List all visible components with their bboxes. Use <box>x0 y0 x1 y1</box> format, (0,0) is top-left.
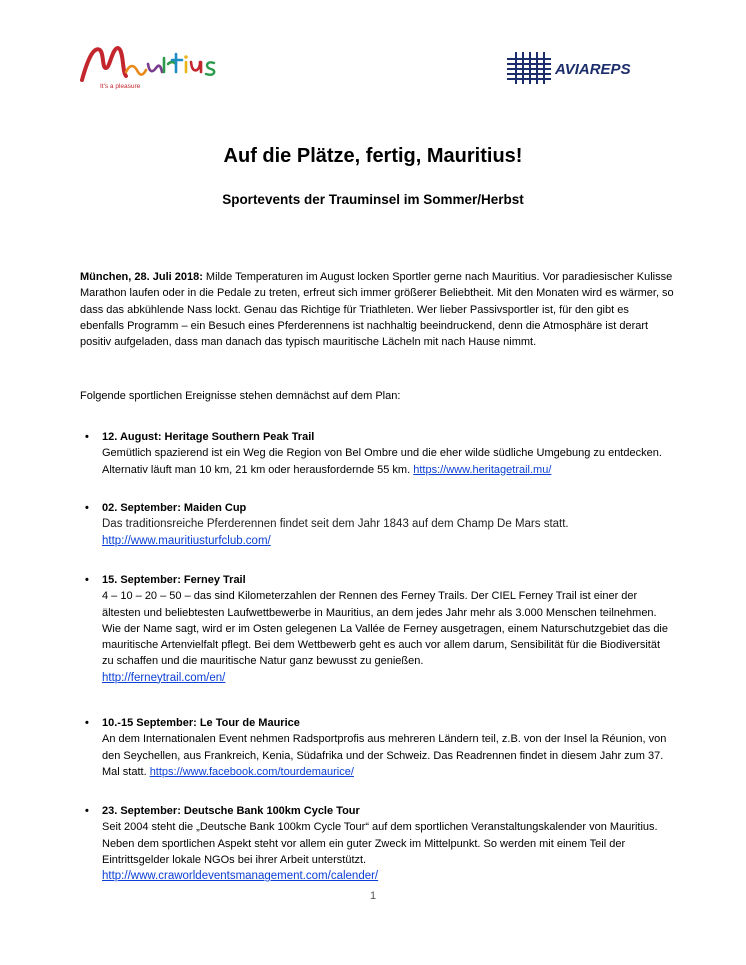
event-link[interactable]: http://www.mauritiusturfclub.com/ <box>102 534 271 547</box>
event-heading: 23. September: Deutsche Bank 100km Cycle Tour <box>102 805 360 817</box>
event-item <box>85 572 672 686</box>
bullet-icon: • <box>85 717 89 729</box>
aviareps-wordmark: AVIAREPS <box>555 61 631 78</box>
bullet-icon: • <box>85 574 89 586</box>
event-body: Das traditionsreiche Pferderennen findet seit dem Jahr 1843 auf dem Champ De Mars statt. <box>102 518 569 531</box>
mauritius-logo <box>78 38 218 94</box>
event-link[interactable]: http://ferneytrail.com/en/ <box>102 671 226 684</box>
event-heading: 15. September: Ferney Trail <box>102 574 246 586</box>
event-item <box>85 429 672 478</box>
event-link[interactable]: https://www.facebook.com/tourdemaurice/ <box>149 765 354 778</box>
event-body: 4 – 10 – 20 – 50 – das sind Kilometerzahlen der Rennen des Ferney Trails. Der CIEL Ferney Trail ist einer der ältesten und beliebtesten Laufwettbewerbe in Mauritius, an dem jedes Jahr mehr als 3.000 Menschen teilnehmen. Wie der Name sagt, wird er im Osten gelegenen La Vallée de Ferney ausgetragen, einem Naturschutzgebiet das die mauritische Artenvielfalt pflegt. Bei dem Wettbewerb geht es auch vor allem darum, Sensibilität für die Biodiversität zu schaffen und die mauritische Natur ganz bewusst zu genießen. <box>102 590 668 668</box>
event-body: Seit 2004 steht die „Deutsche Bank 100km Cycle Tour“ auf dem sportlichen Veranstaltungskalender von Mauritius. Neben dem sportlichen Aspekt steht vor allem ein guter Zweck im Mittelpunkt. So werden mit einem Teil der Eintrittsgelder lokale NGOs bei ihrer Arbeit unterstützt. <box>102 821 658 866</box>
bullet-icon: • <box>85 805 89 817</box>
intro-body: Milde Temperaturen im August locken Sportler gerne nach Mauritius. Vor paradiesischer Kulisse Marathon laufen oder in die Pedale zu treten, erfreut sich immer größerer Beliebtheit. Mit den Monaten wird es wärmer, so dass das abkühlende Nass lockt. Genau das Richtige für Triathleten. Wer lieber Passivsportler ist, für den gibt es ebenfalls Programm – ein Besuch eines Pferderennens ist nachhaltig beeindruckend, denn die Atmosphäre ist derart positiv aufgeladen, dass man danach das typisch mauritische Lächeln mit nach Hause nimmt. <box>80 271 674 349</box>
document-title: Auf die Plätze, fertig, Mauritius! <box>223 145 523 167</box>
dateline: München, 28. Juli 2018: <box>80 271 203 283</box>
mauritius-tagline: It's a pleasure <box>100 83 141 90</box>
intro-paragraph <box>80 269 674 350</box>
event-item <box>85 715 672 780</box>
event-link[interactable]: http://www.craworldeventsmanagement.com/calender/ <box>102 870 379 883</box>
bullet-icon: • <box>85 431 89 443</box>
event-heading: 10.-15 September: Le Tour de Maurice <box>102 717 300 729</box>
bullet-icon: • <box>85 502 89 514</box>
event-heading: 02. September: Maiden Cup <box>102 502 247 514</box>
event-item <box>85 500 672 549</box>
document-subtitle: Sportevents der Trauminsel im Sommer/Herbst <box>222 192 524 207</box>
event-body: An dem Internationalen Event nehmen Radsportprofis aus mehreren Ländern teil, z.B. von der Insel la Réunion, von den Seychellen, aus Frankreich, Kenia, Südafrika und der Schweiz. Das Readrennen findet in diesem Jahr zum 37. Mal statt. <box>102 733 667 778</box>
aviareps-logo <box>505 52 677 84</box>
event-heading: 12. August: Heritage Southern Peak Trail <box>102 431 315 443</box>
events-lead: Folgende sportlichen Ereignisse stehen demnächst auf dem Plan: <box>80 390 401 402</box>
event-link[interactable]: https://www.heritagetrail.mu/ <box>413 463 552 476</box>
event-body: Gemütlich spazierend ist ein Weg die Region von Bel Ombre und die eher wilde südliche Umgebung zu entdecken. Alternativ läuft man 10 km, 21 km oder herausfordernde 55 km. <box>102 447 662 476</box>
page-number: 1 <box>369 890 377 902</box>
event-item <box>85 803 672 884</box>
